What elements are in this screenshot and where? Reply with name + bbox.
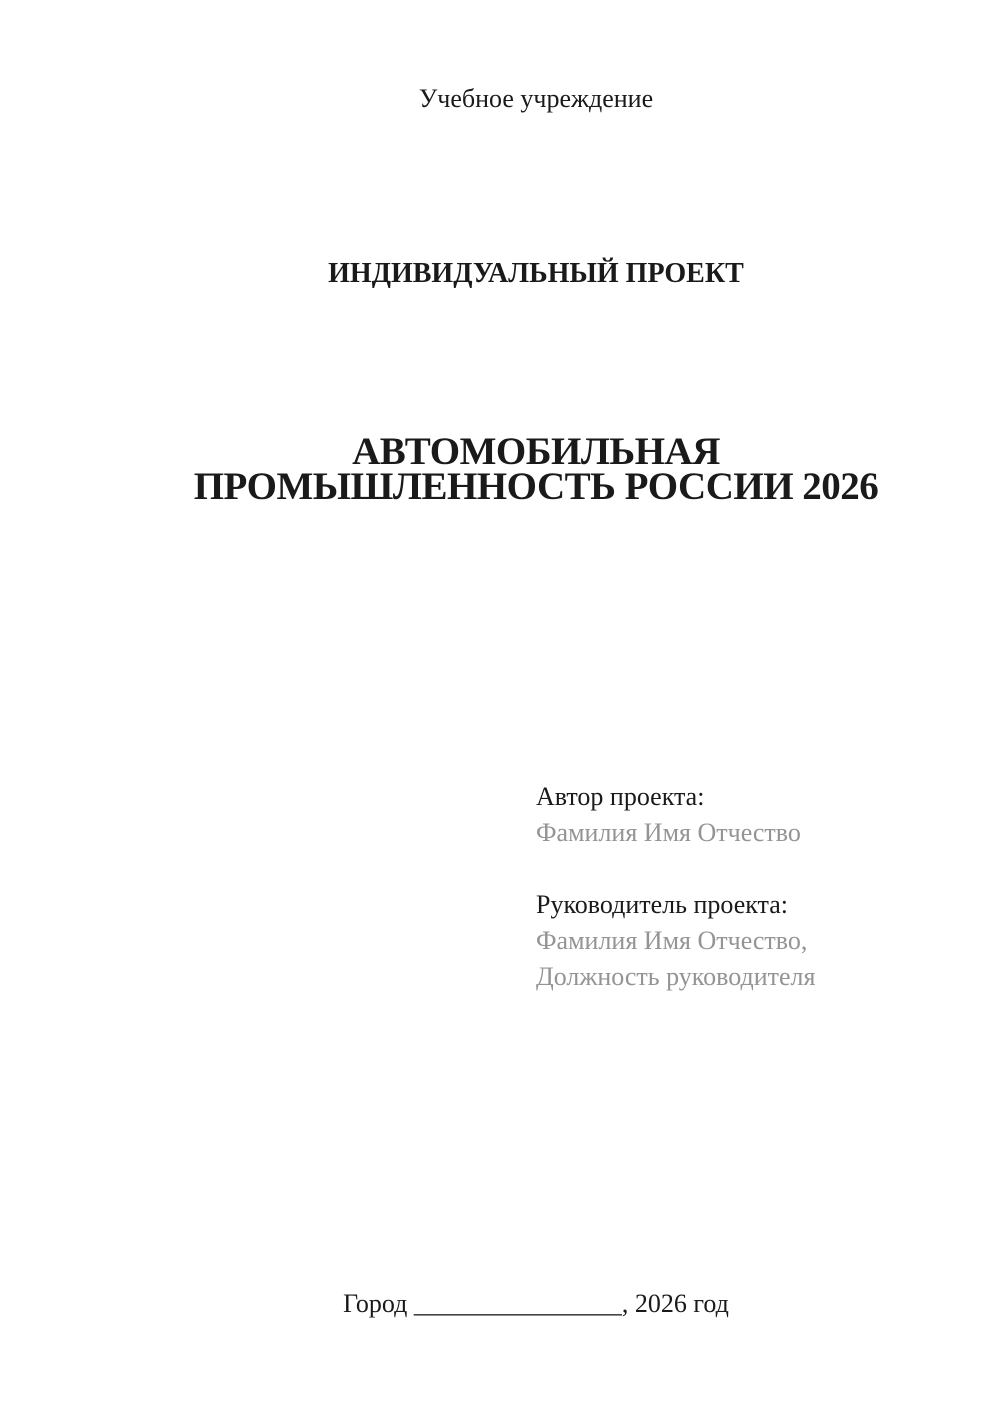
author-block xyxy=(536,779,815,851)
supervisor-block xyxy=(536,887,815,995)
city-year-line: Город ________________, 2026 год xyxy=(343,1289,729,1318)
supervisor-name-placeholder: Фамилия Имя Отчество, xyxy=(536,926,808,955)
project-title-line1: АВТОМОБИЛЬНАЯ xyxy=(352,430,720,473)
document-type-heading: ИНДИВИДУАЛЬНЫЙ ПРОЕКТ xyxy=(328,258,744,289)
author-name-placeholder: Фамилия Имя Отчество xyxy=(536,818,801,847)
credits-block xyxy=(536,779,815,995)
project-title-line2: ПРОМЫШЛЕННОСТЬ РОССИИ 2026 xyxy=(193,465,879,508)
supervisor-position-placeholder: Должность руководителя xyxy=(536,962,816,991)
supervisor-label: Руководитель проекта: xyxy=(536,890,789,919)
author-label: Автор проекта: xyxy=(536,782,705,811)
project-title xyxy=(143,430,929,508)
institution-name: Учебное учреждение xyxy=(418,84,654,113)
